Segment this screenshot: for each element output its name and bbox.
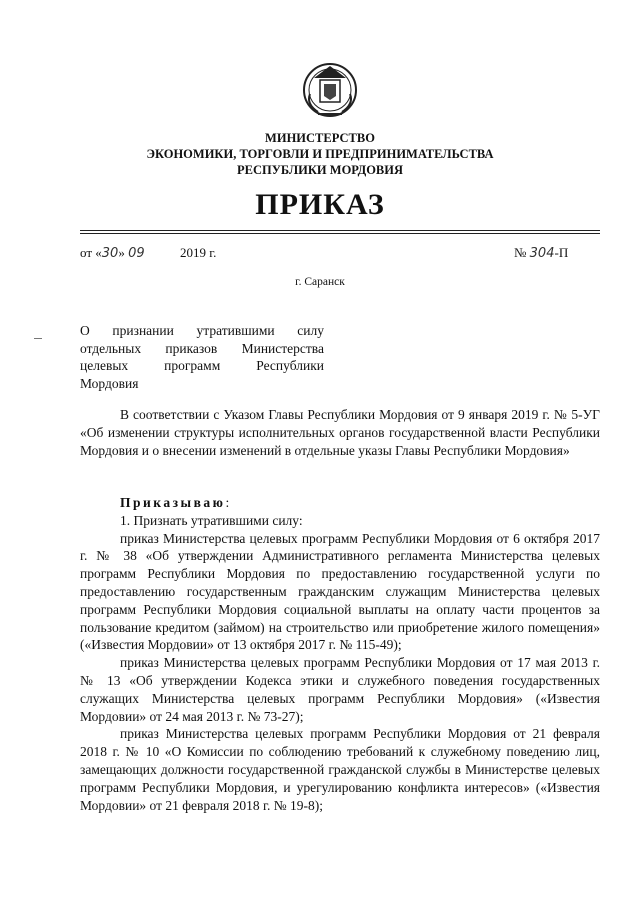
order-heading [80, 494, 600, 512]
number-value: 304 [529, 246, 555, 261]
number-prefix: № [514, 245, 530, 260]
order-clause: приказ Министерства целевых программ Республики Мордовия от 6 октября 2017 г. № 38 «Об утверждении Административного регламента Министерства целевых программ Республики Мордовия по предоставлению государственной услуги по предоставлению государственным гражданским служащим Министерства целевых программ Республики Мордовия социальной выплаты на оплату части процентов за пользование кредитом (займом) на строительство или приобретение жилого помещения» («Известия Мордовии» от 13 октября 2017 г. № 115-49); [80, 530, 600, 653]
order-year: 2019 г. [180, 245, 217, 260]
header-divider [80, 233, 600, 234]
order-item-1: 1. Признать утратившими силу: [120, 512, 303, 528]
subject-line: Мордовия [80, 375, 139, 391]
ministry-name-line-2: ЭКОНОМИКИ, ТОРГОВЛИ И ПРЕДПРИНИМАТЕЛЬСТВА [146, 147, 494, 161]
ministry-name-line-3: РЕСПУБЛИКИ МОРДОВИЯ [236, 163, 404, 177]
order-clause: приказ Министерства целевых программ Республики Мордовия от 21 февраля 2018 г. № 10 «О Комиссии по соблюдению требований к служебному поведению лиц, замещающих должности государственной гражданской службы в Министерстве целевых программ Республики Мордовия, и урегулированию конфликта интересов» («Известия Мордовии» от 21 февраля 2018 г. № 19-8); [80, 726, 600, 813]
date-prefix: от « [80, 245, 102, 260]
margin-mark [34, 338, 42, 339]
order-colon: : [225, 495, 230, 510]
date-day: 30 [101, 246, 119, 261]
number-suffix: -П [554, 245, 569, 260]
header-divider [80, 230, 600, 231]
order-number [514, 245, 568, 261]
city-name: г. Саранск [295, 276, 345, 288]
subject-line: целевых программ Республики [80, 358, 324, 373]
subject-line: отдельных приказов Министерства [80, 340, 324, 356]
coat-of-arms-emblem [300, 58, 360, 122]
order-word: Приказываю [120, 495, 226, 510]
date-mid: » [118, 245, 129, 260]
order-clause: приказ Министерства целевых программ Республики Мордовия от 17 мая 2013 г. № 13 «Об утверждении Кодекса этики и служебного поведения государственных служащих Министерства целевых программ Республики Мордовия» («Известия Мордовии» от 24 мая 2013 г. № 73-27); [80, 655, 600, 724]
order-body [80, 494, 600, 814]
order-date [80, 245, 145, 261]
preamble-paragraph: В соответствии с Указом Главы Республики Мордовия от 9 января 2019 г. № 5-УГ «Об изменении структуры исполнительных органов государственной власти Республики Мордовия и о внесении изменений в отдельные указы Главы Республики Мордовия» [80, 407, 600, 458]
ministry-name-line-1: МИНИСТЕРСТВО [265, 131, 375, 145]
document-title: ПРИКАЗ [255, 188, 385, 221]
order-subject [80, 322, 324, 392]
subject-line: О признании утратившими силу [80, 323, 324, 338]
date-month: 09 [128, 246, 145, 261]
